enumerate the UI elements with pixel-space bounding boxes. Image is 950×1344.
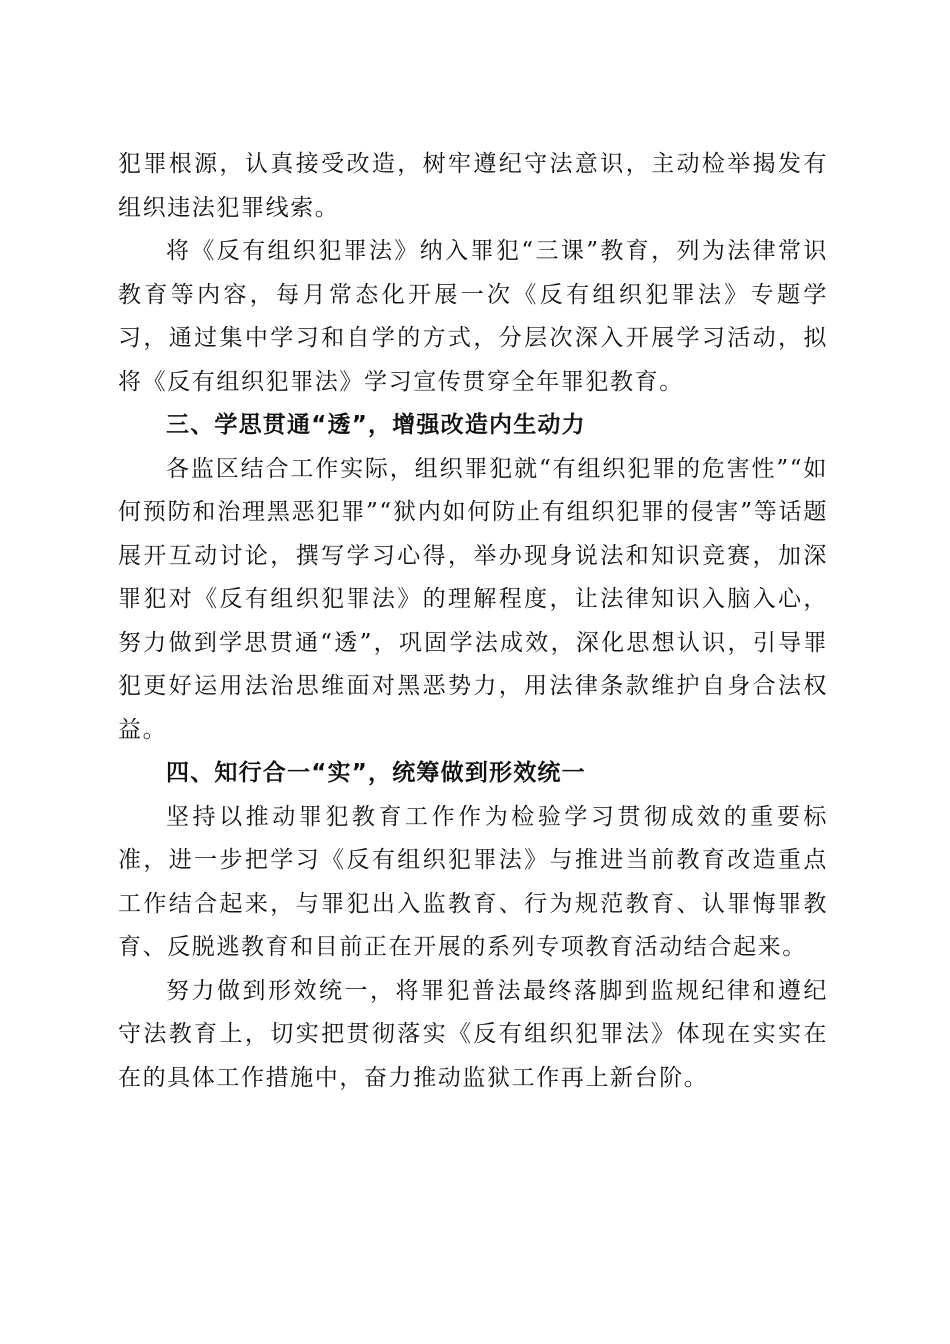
- paragraph-continued: 犯罪根源，认真接受改造，树牢遵纪守法意识，主动检举揭发有组织违法犯罪线索。: [118, 151, 828, 221]
- paragraph-discussion: 各监区结合工作实际，组织罪犯就“有组织犯罪的危害性”“如何预防和治理黑恶犯罪”“狱内如何防止有组织犯罪的侵害”等话题展开互动讨论，撰写学习心得，举办现身说法和知识竞赛，加深罪犯对《反有组织犯罪法》的理解程度，让法律知识入脑入心，努力做到学思贯通“透”，巩固学法成效，深化思想认识，引导罪犯更好运用法治思维面对黑恶势力，用法律条款维护自身合法权益。: [118, 455, 828, 743]
- paragraph-conclusion: 努力做到形效统一，将罪犯普法最终落脚到监规纪律和遵纪守法教育上，切实把贯彻落实《反有组织犯罪法》体现在实实在在的具体工作措施中，奋力推动监狱工作再上新台阶。: [118, 977, 828, 1091]
- paragraph-standards: 坚持以推动罪犯教育工作作为检验学习贯彻成效的重要标准，进一步把学习《反有组织犯罪法》与推进当前教育改造重点工作结合起来，与罪犯出入监教育、行为规范教育、认罪悔罪教育、反脱逃教育和目前正在开展的系列专项教育活动结合起来。: [118, 803, 828, 960]
- section-heading-three: 三、学思贯通“透”，增强改造内生动力: [166, 412, 586, 438]
- paragraph-three-lessons: 将《反有组织犯罪法》纳入罪犯“三课”教育，列为法律常识教育等内容，每月常态化开展一次《反有组织犯罪法》专题学习，通过集中学习和自学的方式，分层次深入开展学习活动，拟将《反有组织犯罪法》学习宣传贯穿全年罪犯教育。: [118, 238, 828, 395]
- section-heading-four: 四、知行合一“实”，统筹做到形效统一: [166, 760, 586, 786]
- document-body: [118, 143, 828, 1100]
